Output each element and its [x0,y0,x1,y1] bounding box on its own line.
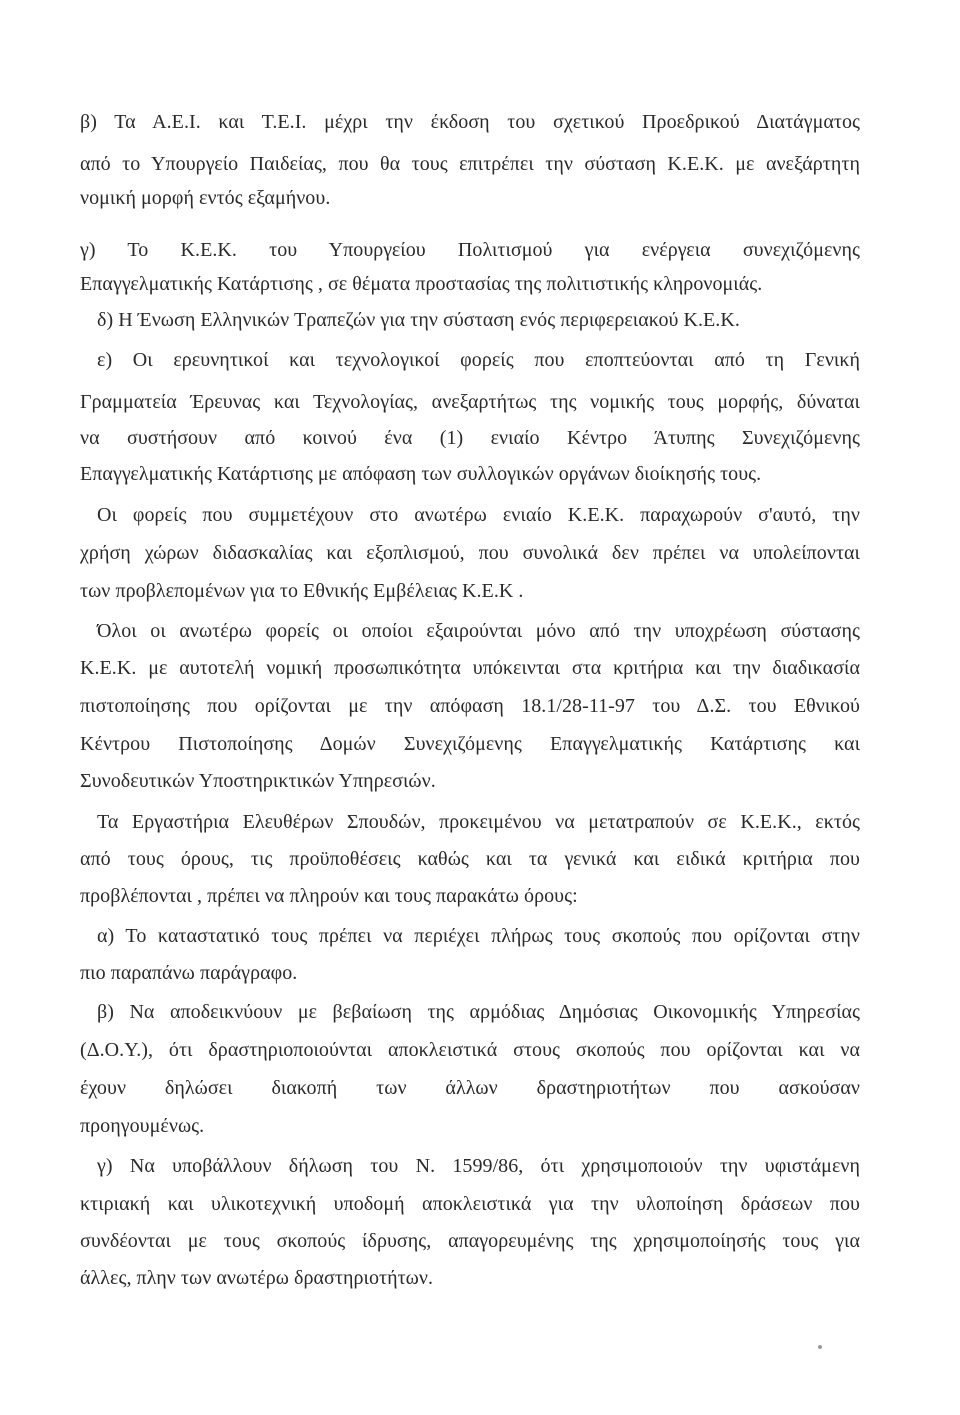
text-line: Γραμματεία Έρευνας και Τεχνολογίας, ανεξαρτήτως της νομικής τους μορφής, δύναται [80,391,860,413]
text-line: β) Τα Α.Ε.Ι. και Τ.Ε.Ι. μέχρι την έκδοση του σχετικού Προεδρικού Διατάγματος [80,111,860,133]
text-line: Επαγγελματικής Κατάρτισης , σε θέματα προστασίας της πολιτιστικής κληρονομιάς. [80,273,763,295]
text-line: συνδέονται με τους σκοπούς ίδρυσης, απαγορευμένης της χρησιμοποίησής τους για [80,1230,860,1252]
text-line: Επαγγελματικής Κατάρτισης με απόφαση των συλλογικών οργάνων διοίκησής τους. [80,463,762,485]
text-line: Κ.Ε.Κ. με αυτοτελή νομική προσωπικότητα υπόκεινται στα κριτήρια και την διαδικασία [80,657,860,679]
text-line: από το Υπουργείο Παιδείας, που θα τους επιτρέπει την σύσταση Κ.Ε.Κ. με ανεξάρτητη [80,153,860,175]
text-line: νομική μορφή εντός εξαμήνου. [80,187,331,209]
text-line: γ) Να υποβάλλουν δήλωση του Ν. 1599/86, ότι χρησιμοποιούν την υφιστάμενη [97,1155,860,1177]
text-line: έχουν δηλώσει διακοπή των άλλων δραστηριοτήτων που ασκούσαν [80,1077,860,1099]
text-line: β) Να αποδεικνύουν με βεβαίωση της αρμόδιας Δημόσιας Οικονομικής Υπηρεσίας [97,1001,860,1023]
text-line: (Δ.Ο.Υ.), ότι δραστηριοποιούνται αποκλειστικά στους σκοπούς που ορίζονται και να [80,1039,860,1061]
text-line: κτιριακή και υλικοτεχνική υποδομή αποκλειστικά για την υλοποίηση δράσεων που [80,1193,860,1215]
text-line: πιστοποίησης που ορίζονται με την απόφαση 18.1/28-11-97 του Δ.Σ. του Εθνικού [80,695,860,717]
text-line: Κέντρου Πιστοποίησης Δομών Συνεχιζόμενης Επαγγελματικής Κατάρτισης και [80,733,860,755]
text-line: δ) Η Ένωση Ελληνικών Τραπεζών για την σύσταση ενός περιφερειακού Κ.Ε.Κ. [97,309,740,331]
text-line: Οι φορείς που συμμετέχουν στο ανωτέρω ενιαίο Κ.Ε.Κ. παραχωρούν σ'αυτό, την [97,504,860,526]
text-line: πιο παραπάνω παράγραφο. [80,962,298,984]
text-line: Τα Εργαστήρια Ελευθέρων Σπουδών, προκειμένου να μετατραπούν σε Κ.Ε.Κ., εκτός [97,811,860,833]
text-line: από τους όρους, τις προϋποθέσεις καθώς και τα γενικά και ειδικά κριτήρια που [80,848,860,870]
text-line: Συνοδευτικών Υποστηρικτικών Υπηρεσιών. [80,770,436,792]
text-line: να συστήσουν από κοινού ένα (1) ενιαίο Κέντρο Άτυπης Συνεχιζόμενης [80,427,860,449]
text-line: των προβλεπομένων για το Εθνικής Εμβέλειας Κ.Ε.Κ . [80,580,524,602]
text-line: χρήση χώρων διδασκαλίας και εξοπλισμού, που συνολικά δεν πρέπει να υπολείπονται [80,542,860,564]
text-line: προηγουμένως. [80,1115,205,1137]
text-line: άλλες, πλην των ανωτέρω δραστηριοτήτων. [80,1267,434,1289]
text-line: Όλοι οι ανωτέρω φορείς οι οποίοι εξαιρούνται μόνο από την υποχρέωση σύστασης [97,620,860,642]
scan-speck [818,1345,822,1349]
text-line: ε) Οι ερευνητικοί και τεχνολογικοί φορείς που εποπτεύονται από τη Γενική [97,349,860,371]
text-line: γ) Το Κ.Ε.Κ. του Υπουργείου Πολιτισμού για ενέργεια συνεχιζόμενης [80,239,860,261]
text-line: α) Το καταστατικό τους πρέπει να περιέχει πλήρως τους σκοπούς που ορίζονται στην [97,925,860,947]
text-line: προβλέπονται , πρέπει να πληρούν και τους παρακάτω όρους: [80,885,578,907]
